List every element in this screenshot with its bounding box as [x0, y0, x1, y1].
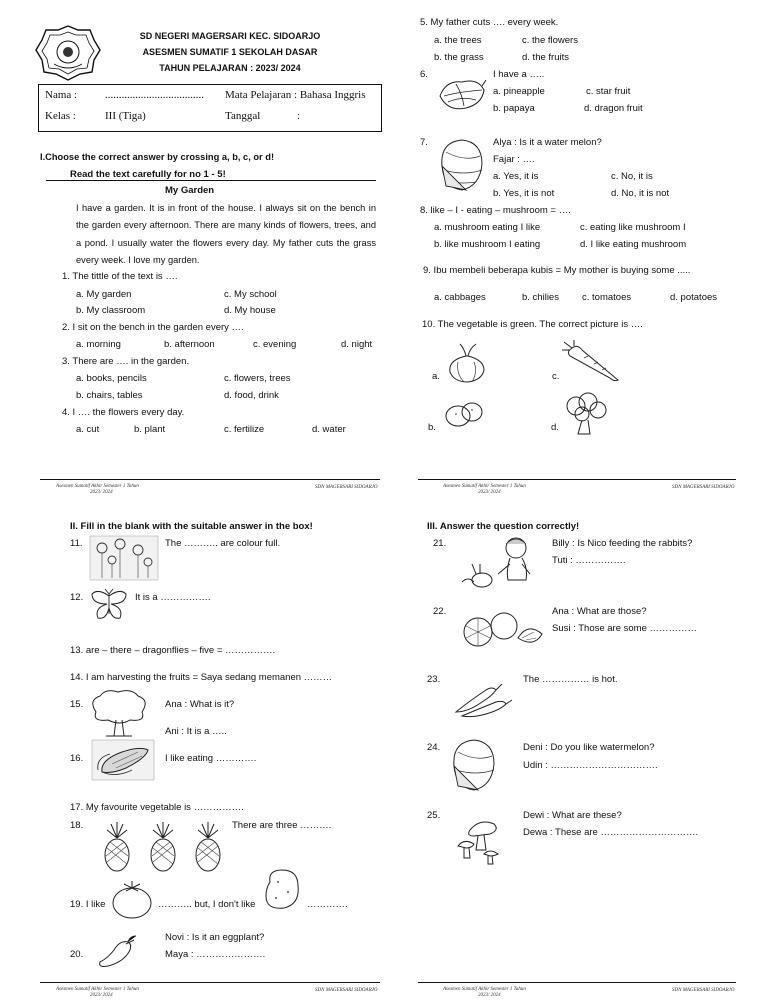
- q7-line1: Alya : Is it a water melon?: [493, 137, 602, 148]
- flowers-icon: [90, 536, 158, 580]
- date-label: Tanggal: [225, 110, 261, 122]
- potato-icon: [262, 868, 302, 912]
- q21-line1: Billy : Is Nico feeding the rabbits?: [552, 538, 693, 549]
- q10-option-b[interactable]: b.: [428, 422, 436, 433]
- q6-option-d[interactable]: d. dragon fruit: [584, 103, 643, 114]
- q17-text: 17. My favourite vegetable is …………….: [70, 802, 244, 813]
- section1-title: I.Choose the correct answer by crossing a, b, c, or d!: [40, 152, 275, 162]
- q7-line2: Fajar : ….: [493, 154, 535, 165]
- star-fruit-icon: [436, 74, 488, 114]
- q10-option-c[interactable]: c.: [552, 371, 560, 382]
- footer-left: Asesmen Sumatif Akhir Semester 1 Tahun: [443, 987, 526, 992]
- q1-stem: 1. The tittle of the text is ….: [62, 271, 178, 282]
- q15-line1: Ana : What is it?: [165, 699, 235, 710]
- date-field[interactable]: :: [297, 110, 301, 122]
- q9-stem: 9. Ibu membeli beberapa kubis = My mother is buying some .....: [423, 265, 691, 276]
- q2-option-d[interactable]: d. night: [341, 339, 373, 350]
- subject-label: Mata Pelajaran : Bahasa Inggris: [225, 89, 366, 101]
- q15-line2: Ani : It is a …..: [165, 726, 227, 737]
- eggplant-icon: [96, 934, 140, 970]
- q1-option-d[interactable]: d. My house: [224, 305, 276, 316]
- footer-left-year: 2023/ 2024: [90, 490, 113, 495]
- q4-option-a[interactable]: a. cut: [76, 424, 100, 435]
- q7-option-c[interactable]: c. No, it is: [611, 171, 653, 182]
- q3-option-b[interactable]: b. chairs, tables: [76, 390, 143, 401]
- q11-number: 11.: [70, 538, 83, 549]
- section1-instruction: Read the text carefully for no 1 - 5!: [70, 169, 226, 180]
- q3-option-a[interactable]: a. books, pencils: [76, 373, 147, 384]
- q5-option-b[interactable]: b. the grass: [434, 52, 484, 63]
- q13-text: 13. are – there – dragonflies – five = …………….: [70, 645, 276, 656]
- q5-option-c[interactable]: c. the flowers: [522, 35, 578, 46]
- section2-title: II. Fill in the blank with the suitable answer in the box!: [70, 521, 313, 532]
- q3-stem: 3. There are …. in the garden.: [62, 356, 190, 367]
- q5-option-d[interactable]: d. the fruits: [522, 52, 569, 63]
- q5-stem: 5. My father cuts …. every week.: [420, 17, 559, 28]
- q7-option-d[interactable]: d. No, it is not: [611, 188, 670, 199]
- footer-left-year: 2023/ 2024: [478, 993, 501, 998]
- footer-left: Asesmen Sumatif Akhir Semester 1 Tahun: [56, 484, 139, 489]
- section3-title: III. Answer the question correctly!: [427, 521, 580, 532]
- name-label: Nama :: [45, 89, 78, 101]
- footer-rule-left: [40, 982, 380, 983]
- q8-option-c[interactable]: c. eating like mushroom I: [580, 222, 686, 233]
- q12-text: It is a …………….: [135, 592, 211, 603]
- footer-left: Asesmen Sumatif Akhir Semester 1 Tahun: [443, 484, 526, 489]
- corn-icon: [92, 740, 154, 780]
- q1-option-c[interactable]: c. My school: [224, 289, 277, 300]
- exam-title: ASESMEN SUMATIF 1 SEKOLAH DASAR: [142, 47, 318, 57]
- q6-number: 6.: [420, 69, 428, 80]
- q5-option-a[interactable]: a. the trees: [434, 35, 482, 46]
- q4-option-d[interactable]: d. water: [312, 424, 346, 435]
- q9-option-b[interactable]: b. chilies: [522, 292, 559, 303]
- q1-option-a[interactable]: a. My garden: [76, 289, 132, 300]
- class-label: Kelas :: [45, 110, 76, 122]
- name-field[interactable]: ....................................: [105, 89, 204, 101]
- q16-text: I like eating ………….: [165, 753, 257, 764]
- q23-text: The …………… is hot.: [523, 674, 618, 685]
- q19-text-a: 19. I like: [70, 899, 106, 910]
- footer-left: Asesmen Sumatif Akhir Semester 1 Tahun: [56, 987, 139, 992]
- q2-option-b[interactable]: b. afternoon: [164, 339, 215, 350]
- q3-option-c[interactable]: c. flowers, trees: [224, 373, 291, 384]
- q18-text: There are three ……….: [232, 820, 332, 831]
- potato-icon: [444, 400, 484, 428]
- q22-line2: Susi : Those are some ……………: [552, 623, 698, 634]
- school-name: SD NEGERI MAGERSARI KEC. SIDOARJO: [139, 31, 321, 41]
- q24-line2: Udin : …………………………….: [523, 760, 658, 771]
- q25-number: 25.: [427, 810, 441, 821]
- q8-option-b[interactable]: b. like mushroom I eating: [434, 239, 541, 250]
- q2-stem: 2. I sit on the bench in the garden every ….: [62, 322, 244, 333]
- pineapple-icon: [102, 822, 132, 872]
- onion-icon: [444, 342, 490, 384]
- q9-option-a[interactable]: a. cabbages: [434, 292, 486, 303]
- q4-stem: 4. I …. the flowers every day.: [62, 407, 185, 418]
- footer-center: SDN MAGERSARI SIDOARJO: [315, 988, 378, 993]
- q2-option-c[interactable]: c. evening: [253, 339, 297, 350]
- q21-line2: Tuti : …………….: [552, 555, 626, 566]
- divider: [46, 180, 376, 181]
- q16-number: 16.: [70, 753, 84, 764]
- q19-text-c: ………….: [307, 899, 348, 910]
- watermelon-icon: [436, 136, 486, 194]
- story-paragraph: I have a garden. It is in front of the house. I always sit on the bench in the garden every afternoon. There are many kinds of flowers, trees, and a pond. I usually water the flowers every day. My father cuts the grass every week. I love my garden.: [76, 203, 376, 266]
- footer-left-year: 2023/ 2024: [90, 993, 113, 998]
- school-year: TAHUN PELAJARAN : 2023/ 2024: [159, 63, 301, 73]
- footer-left-year: 2023/ 2024: [478, 490, 501, 495]
- q7-option-b[interactable]: b. Yes, it is not: [493, 188, 555, 199]
- q22-line1: Ana : What are those?: [552, 606, 647, 617]
- q20-line1: Novi : Is it an eggplant?: [165, 932, 265, 943]
- q10-option-a[interactable]: a.: [432, 371, 440, 382]
- carrot-icon: [560, 340, 622, 384]
- q7-option-a[interactable]: a. Yes, it is: [493, 171, 539, 182]
- footer-right: SDN MAGERSARI SIDOARJO: [672, 988, 735, 993]
- q15-number: 15.: [70, 699, 84, 710]
- q24-line1: Deni : Do you like watermelon?: [523, 742, 655, 753]
- q12-number: 12.: [70, 592, 84, 603]
- q24-number: 24.: [427, 742, 441, 753]
- q9-option-d[interactable]: d. potatoes: [670, 292, 718, 303]
- oranges-icon: [462, 608, 544, 648]
- q2-option-a[interactable]: a. morning: [76, 339, 121, 350]
- q3-option-d[interactable]: d. food, drink: [224, 390, 279, 401]
- watermelon-icon: [448, 738, 498, 794]
- footer-rule-right: [418, 479, 736, 480]
- pineapple-icon: [193, 822, 223, 872]
- q10-stem: 10. The vegetable is green. The correct picture is ….: [422, 319, 643, 330]
- footer-rule-left: [40, 479, 380, 480]
- footer-center: SDN MAGERSARI SIDOARJO: [315, 485, 378, 490]
- tomato-icon: [110, 880, 154, 920]
- q20-line2: Maya : ………………….: [165, 949, 266, 960]
- footer-rule-right: [418, 982, 736, 983]
- school-emblem-icon: [34, 24, 102, 82]
- chili-icon: [452, 682, 514, 718]
- identity-box: [38, 84, 382, 132]
- pineapple-icon: [148, 822, 178, 872]
- q8-option-a[interactable]: a. mushroom eating I like: [434, 222, 541, 233]
- tree-icon: [86, 688, 152, 738]
- q7-number: 7.: [420, 137, 428, 148]
- q18-number: 18.: [70, 820, 84, 831]
- story-title: My Garden: [165, 185, 215, 196]
- q25-line1: Dewi : What are these?: [523, 810, 622, 821]
- broccoli-icon: [562, 392, 608, 436]
- q23-number: 23.: [427, 674, 441, 685]
- q14-text: 14. I am harvesting the fruits = Saya sedang memanen ………: [70, 672, 333, 683]
- q1-option-b[interactable]: b. My classroom: [76, 305, 146, 316]
- q6-option-b[interactable]: b. papaya: [493, 103, 535, 114]
- q4-option-c[interactable]: c. fertilize: [224, 424, 265, 435]
- q25-line2: Dewa : These are ………………………….: [523, 827, 699, 838]
- q8-stem: 8. like – I - eating – mushroom = ….: [420, 205, 571, 216]
- q9-option-c[interactable]: c. tomatoes: [582, 292, 632, 303]
- q11-text: The ……….. are colour full.: [165, 538, 281, 549]
- q6-option-a[interactable]: a. pineapple: [493, 86, 545, 97]
- q6-stem: I have a …..: [493, 69, 545, 80]
- mushrooms-icon: [456, 816, 506, 866]
- q4-option-b[interactable]: b. plant: [134, 424, 166, 435]
- q20-number: 20.: [70, 949, 84, 960]
- q10-option-d[interactable]: d.: [551, 422, 559, 433]
- class-value: III (Tiga): [105, 110, 146, 122]
- butterfly-icon: [90, 588, 128, 622]
- q6-option-c[interactable]: c. star fruit: [586, 86, 631, 97]
- q8-option-d[interactable]: d. I like eating mushroom: [580, 239, 687, 250]
- q21-number: 21.: [433, 538, 447, 549]
- q19-text-b: ……….. but, I don't like: [158, 899, 256, 910]
- boy-feeding-rabbits-icon: [460, 534, 544, 592]
- footer-right: SDN MAGERSARI SIDOARJO: [672, 485, 735, 490]
- q22-number: 22.: [433, 606, 447, 617]
